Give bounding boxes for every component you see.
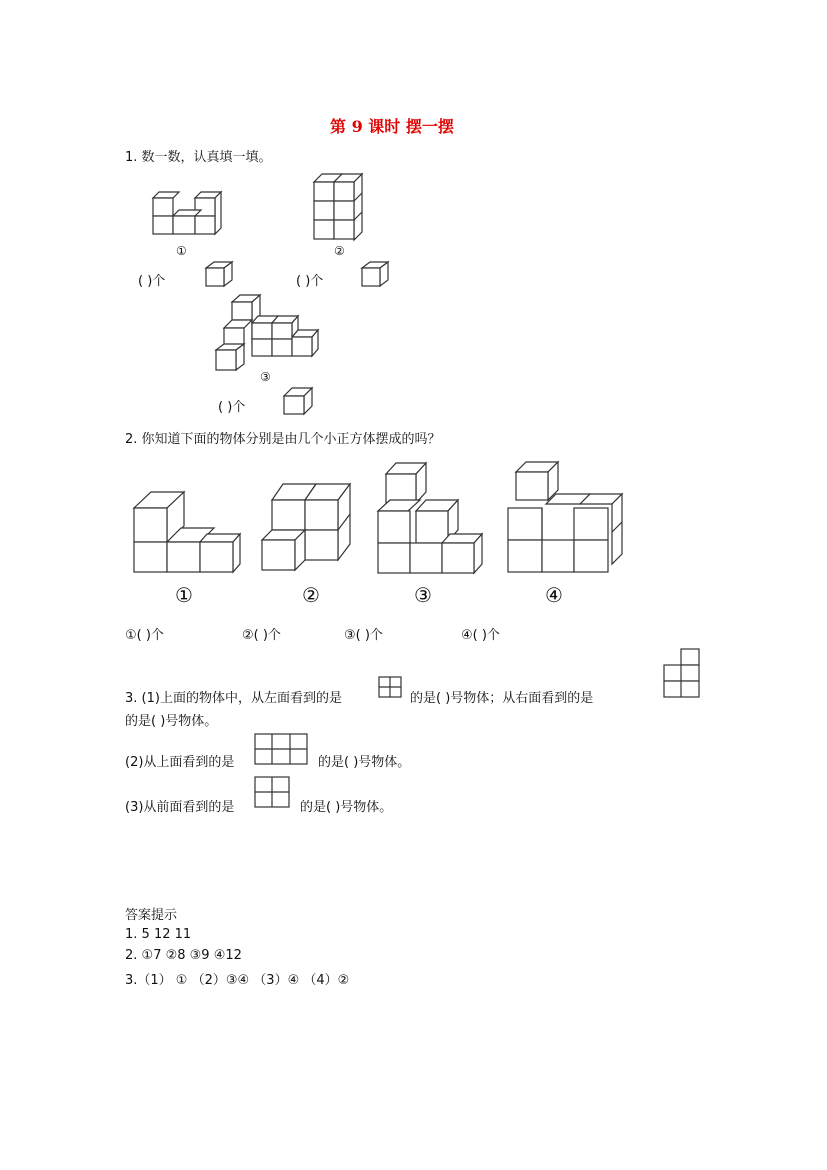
q2-blank-4: ④( )个 <box>461 628 500 643</box>
q1-figure-2 <box>310 170 380 240</box>
cube-icon <box>204 260 234 290</box>
q2-label-1: ① <box>175 583 193 607</box>
q1-figure-1 <box>150 186 230 241</box>
q2-blank-2: ②( )个 <box>242 628 281 643</box>
q1-blank-3: ( )个 <box>218 400 246 415</box>
left-view-grid-icon <box>378 676 402 698</box>
front-view-grid-icon <box>254 776 292 810</box>
q2-label-3: ③ <box>414 583 432 607</box>
q1-blank-1: ( )个 <box>138 274 166 289</box>
q2-figure-1 <box>132 488 244 574</box>
answer-line-3: 3.（1） ① （2）③④ （3）④ （4）② <box>125 973 350 988</box>
q3-line3-start: (2)从上面看到的是 <box>125 755 235 770</box>
answer-line-1: 1. 5 12 11 <box>125 927 192 942</box>
q1-prompt: 1. 数一数，认真填一填。 <box>125 150 272 165</box>
q1-label-1: ① <box>176 244 187 258</box>
q2-figure-4 <box>506 460 626 576</box>
q1-blank-2: ( )个 <box>296 274 324 289</box>
q3-line4-start: (3)从前面看到的是 <box>125 800 235 815</box>
q2-figure-3 <box>376 460 486 576</box>
q1-figure-3 <box>214 292 324 372</box>
answers-heading: 答案提示 <box>125 908 178 923</box>
q2-blank-1: ①( )个 <box>125 628 164 643</box>
cube-icon <box>360 260 390 290</box>
page-title: 第 9 课时 摆一摆 <box>330 117 454 136</box>
q3-line1-end: 的是( )号物体；从右面看到的是 <box>410 691 594 706</box>
q3-line2: 的是( )号物体。 <box>125 714 218 729</box>
q2-prompt: 2. 你知道下面的物体分别是由几个小正方体摆成的吗？ <box>125 432 441 447</box>
q2-label-2: ② <box>302 583 320 607</box>
q3-line4-end: 的是( )号物体。 <box>300 800 393 815</box>
q3-line3-end: 的是( )号物体。 <box>318 755 411 770</box>
q1-label-3: ③ <box>260 370 271 384</box>
answer-line-2: 2. ①7 ②8 ③9 ④12 <box>125 948 242 963</box>
q3-line1-start: 3. (1)上面的物体中，从左面看到的是 <box>125 691 342 706</box>
q2-blank-3: ③( )个 <box>344 628 383 643</box>
q1-label-2: ② <box>334 244 345 258</box>
cube-icon <box>282 386 314 416</box>
q2-label-4: ④ <box>545 583 563 607</box>
top-view-grid-icon <box>254 733 310 767</box>
right-view-grid-icon <box>663 648 701 700</box>
q2-figure-2 <box>260 480 360 572</box>
